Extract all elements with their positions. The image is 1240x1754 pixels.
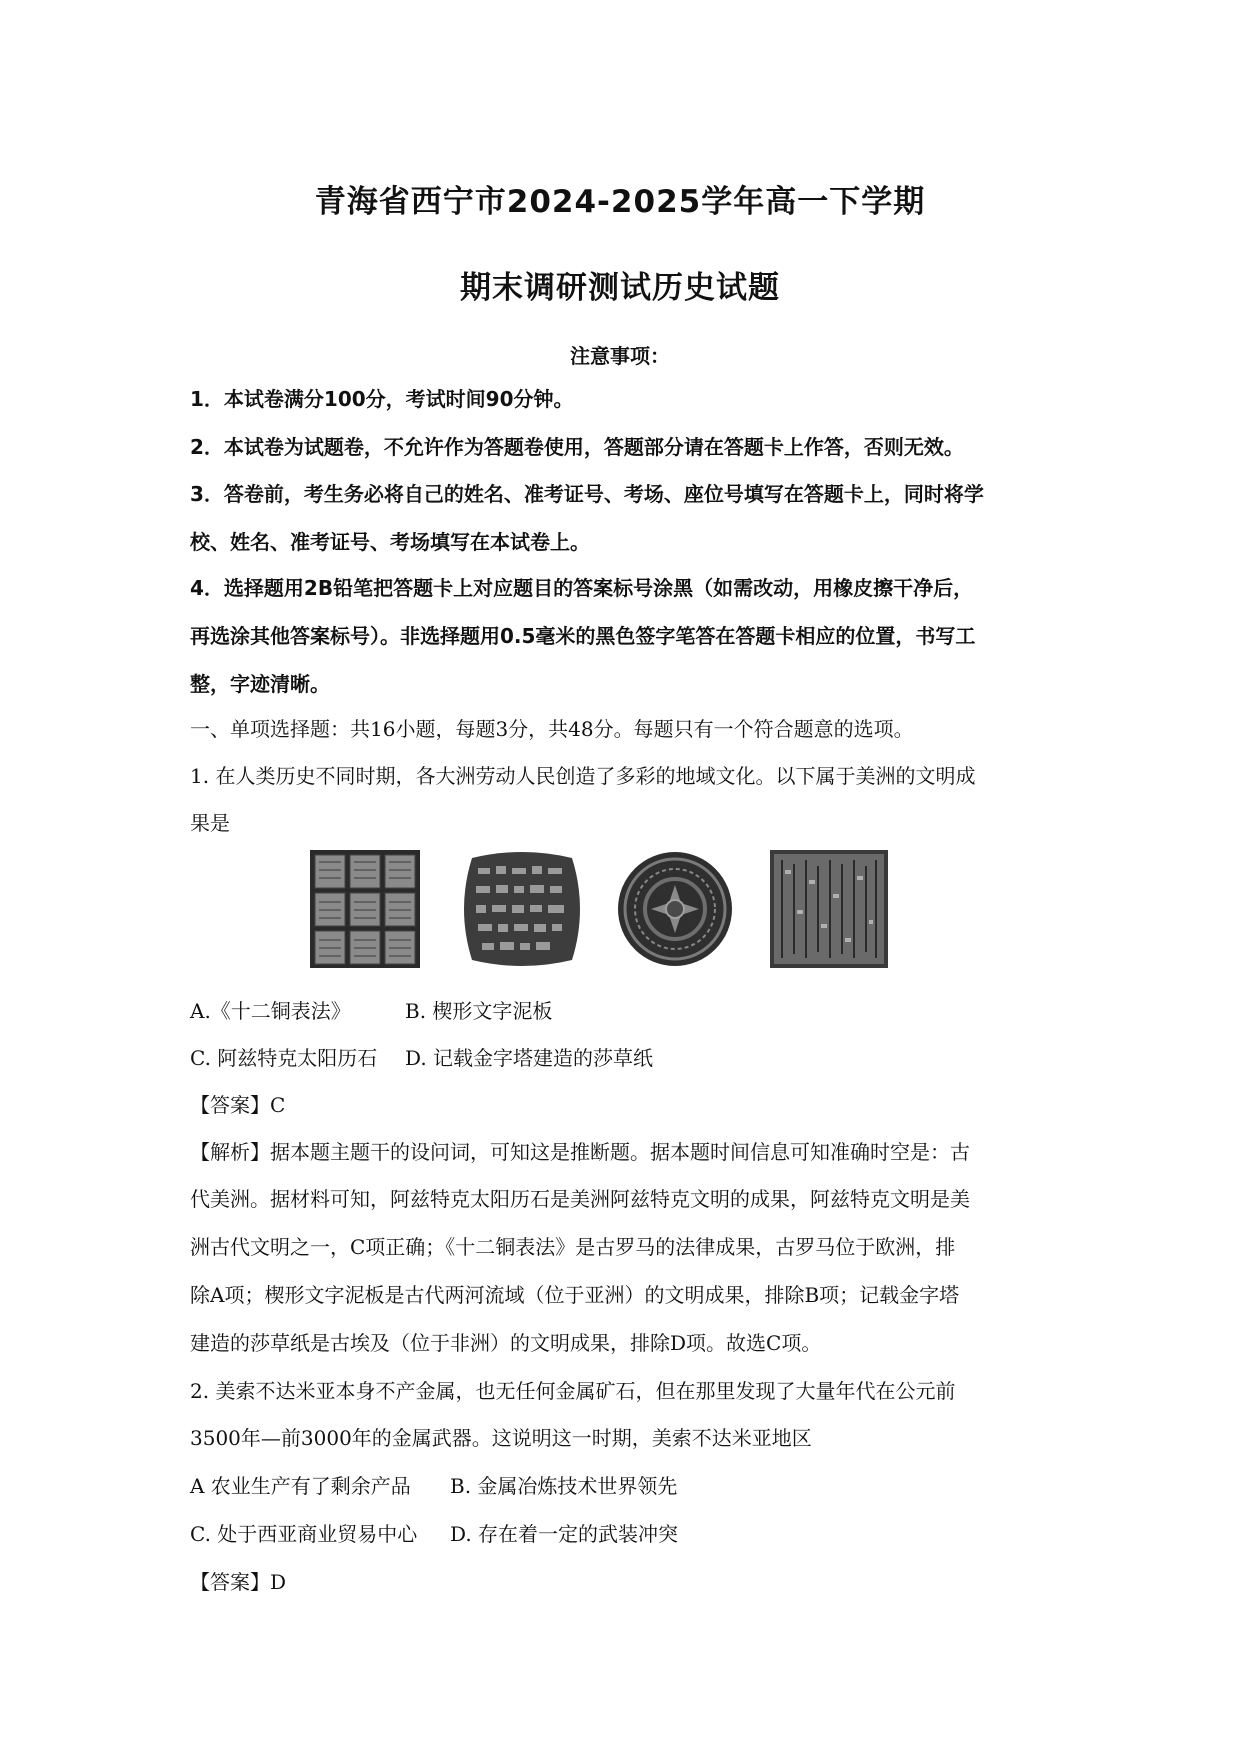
q1-option-b: B. 楔形文字泥板 [405, 999, 553, 1023]
q2-option-a: A 农业生产有了剩余产品 [190, 1474, 411, 1498]
q1-option-c: C. 阿兹特克太阳历石 [190, 1046, 378, 1070]
papyrus-image [770, 850, 888, 968]
q1-stem-line-2: 果是 [190, 811, 230, 835]
q1-analysis-line-2: 代美洲。据材料可知，阿兹特克太阳历石是美洲阿兹特克文明的成果，阿兹特克文明是美 [190, 1187, 970, 1211]
q1-stem-line-1: 1. 在人类历史不同时期，各大洲劳动人民创造了多彩的地域文化。以下属于美洲的文明成 [190, 764, 976, 788]
notice-line-4: 校、姓名、准考证号、考场填写在本试卷上。 [190, 530, 590, 554]
q1-option-a: A.《十二铜表法》 [190, 999, 351, 1023]
notice-heading: 注意事项： [570, 344, 670, 368]
notice-line-5: 4．选择题用2B铅笔把答题卡上对应题目的答案标号涂黑（如需改动，用橡皮擦干净后， [190, 576, 974, 600]
q1-analysis-line-3: 洲古代文明之一，C项正确；《十二铜表法》是古罗马的法律成果，古罗马位于欧洲，排 [190, 1235, 956, 1259]
q1-answer: 【答案】C [190, 1093, 286, 1117]
notice-line-2: 2．本试卷为试题卷，不允许作为答题卷使用，答题部分请在答题卡上作答，否则无效。 [190, 435, 964, 459]
notice-line-6: 再选涂其他答案标号）。非选择题用0.5毫米的黑色签字笔答在答题卡相应的位置，书写工 [190, 624, 976, 648]
notice-line-1: 1．本试卷满分100分，考试时间90分钟。 [190, 387, 574, 411]
notice-line-3: 3．答卷前，考生务必将自己的姓名、准考证号、考场、座位号填写在答题卡上，同时将学 [190, 482, 984, 506]
q2-option-b: B. 金属冶炼技术世界领先 [450, 1474, 678, 1498]
cuneiform-tablet-image [458, 850, 586, 968]
q2-stem-line-1: 2. 美索不达米亚本身不产金属，也无任何金属矿石，但在那里发现了大量年代在公元前 [190, 1379, 956, 1403]
q2-option-c: C. 处于西亚商业贸易中心 [190, 1522, 418, 1546]
notice-line-7: 整，字迹清晰。 [190, 672, 330, 696]
q1-artifact-images [310, 850, 940, 970]
exam-title-line1: 青海省西宁市2024-2025学年高一下学期 [314, 184, 926, 220]
q1-option-d: D. 记载金字塔建造的莎草纸 [405, 1046, 654, 1070]
q2-option-d: D. 存在着一定的武装冲突 [450, 1522, 679, 1546]
q1-analysis-line-5: 建造的莎草纸是古埃及（位于非洲）的文明成果，排除D项。故选C项。 [190, 1331, 822, 1355]
exam-title-line2: 期末调研测试历史试题 [460, 270, 780, 306]
q2-answer: 【答案】D [190, 1570, 287, 1594]
q1-analysis-line-1: 【解析】据本题主题干的设问词，可知这是推断题。据本题时间信息可知准确时空是：古 [190, 1140, 970, 1164]
q2-stem-line-2: 3500年—前3000年的金属武器。这说明这一时期，美索不达米亚地区 [190, 1426, 812, 1450]
q1-analysis-line-4: 除A项；楔形文字泥板是古代两河流域（位于亚洲）的文明成果，排除B项；记载金字塔 [190, 1283, 960, 1307]
bronze-tables-image [310, 850, 420, 968]
section-heading: 一、单项选择题：共16小题，每题3分，共48分。每题只有一个符合题意的选项。 [190, 717, 914, 741]
aztec-sun-stone-image [616, 850, 734, 968]
